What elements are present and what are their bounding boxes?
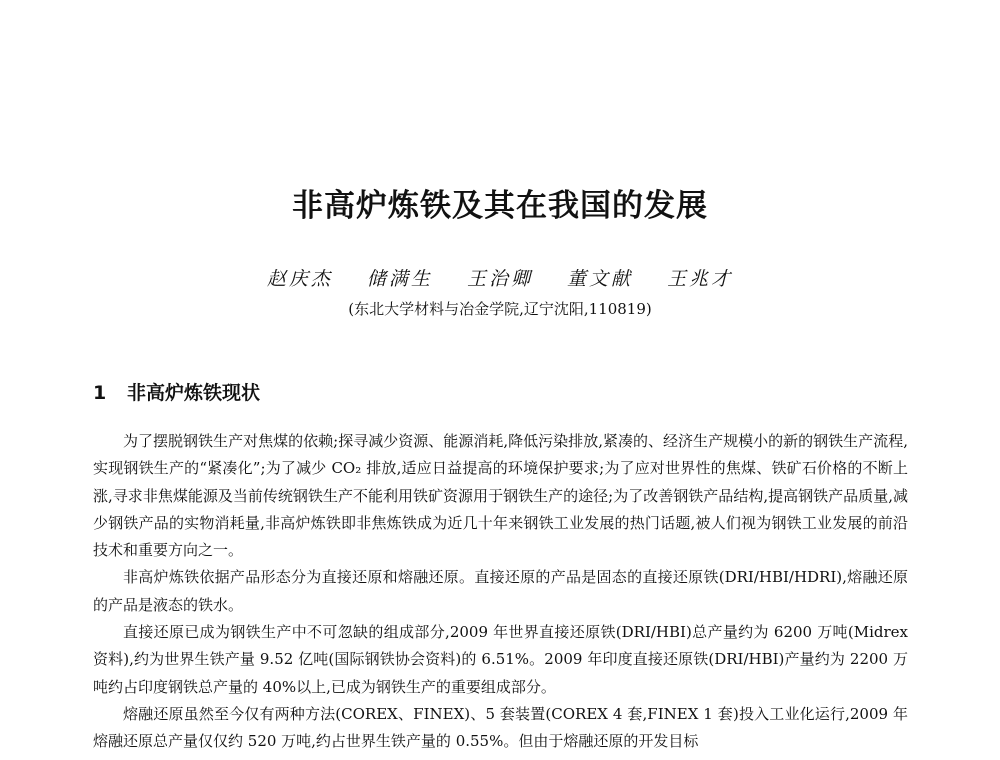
author-name: 赵庆杰	[266, 268, 333, 290]
author-name: 王兆才	[667, 268, 734, 290]
paragraph: 非高炉炼铁依据产品形态分为直接还原和熔融还原。直接还原的产品是固态的直接还原铁(DRI/HBI/HDRI),熔融还原的产品是液态的铁水。	[93, 568, 908, 614]
section-heading	[93, 378, 260, 405]
paper-title: 非高炉炼铁及其在我国的发展	[292, 188, 708, 224]
paragraph: 为了摆脱钢铁生产对焦煤的依赖;探寻减少资源、能源消耗,降低污染排放,紧凑的、经济生产规模小的新的钢铁生产流程,实现钢铁生产的“紧凑化”;为了减少 CO₂ 排放,适应日益提高的环境保护要求;为了应对世界性的焦煤、铁矿石价格的不断上涨,寻求非焦煤能源及当前传统钢铁生产不能利用铁矿资源用于钢铁生产的途径;为了改善钢铁产品结构,提高钢铁产品质量,减少钢铁产品的实物消耗量,非高炉炼铁即非焦炼铁成为近几十年来钢铁工业发展的热门话题,被人们视为钢铁工业发展的前沿技术和重要方向之一。	[93, 432, 908, 560]
author-name: 储满生	[366, 268, 433, 290]
body-text	[93, 428, 908, 756]
paragraph: 直接还原已成为钢铁生产中不可忽缺的组成部分,2009 年世界直接还原铁(DRI/HBI)总产量约为 6200 万吨(Midrex资料),约为世界生铁产量 9.52 亿吨(国际钢铁协会资料)的 6.51%。2009 年印度直接还原铁(DRI/HBI)产量约为 2200 万吨约占印度钢铁总产量的 40%以上,已成为钢铁生产的重要组成部分。	[93, 623, 908, 696]
paragraph: 熔融还原虽然至今仅有两种方法(COREX、FINEX)、5 套装置(COREX 4 套,FINEX 1 套)投入工业化运行,2009 年熔融还原总产量仅仅约 520 万吨,约占世界生铁产量的 0.55%。但由于熔融还原的开发目标	[93, 704, 908, 751]
affiliation: (东北大学材料与冶金学院,辽宁沈阳,110819)	[348, 300, 652, 318]
section-title: 非高炉炼铁现状	[127, 382, 261, 404]
author-name: 王治卿	[466, 268, 533, 290]
author-name: 董文献	[567, 268, 634, 290]
section-number: 1	[93, 382, 107, 404]
author-list	[0, 264, 1000, 291]
